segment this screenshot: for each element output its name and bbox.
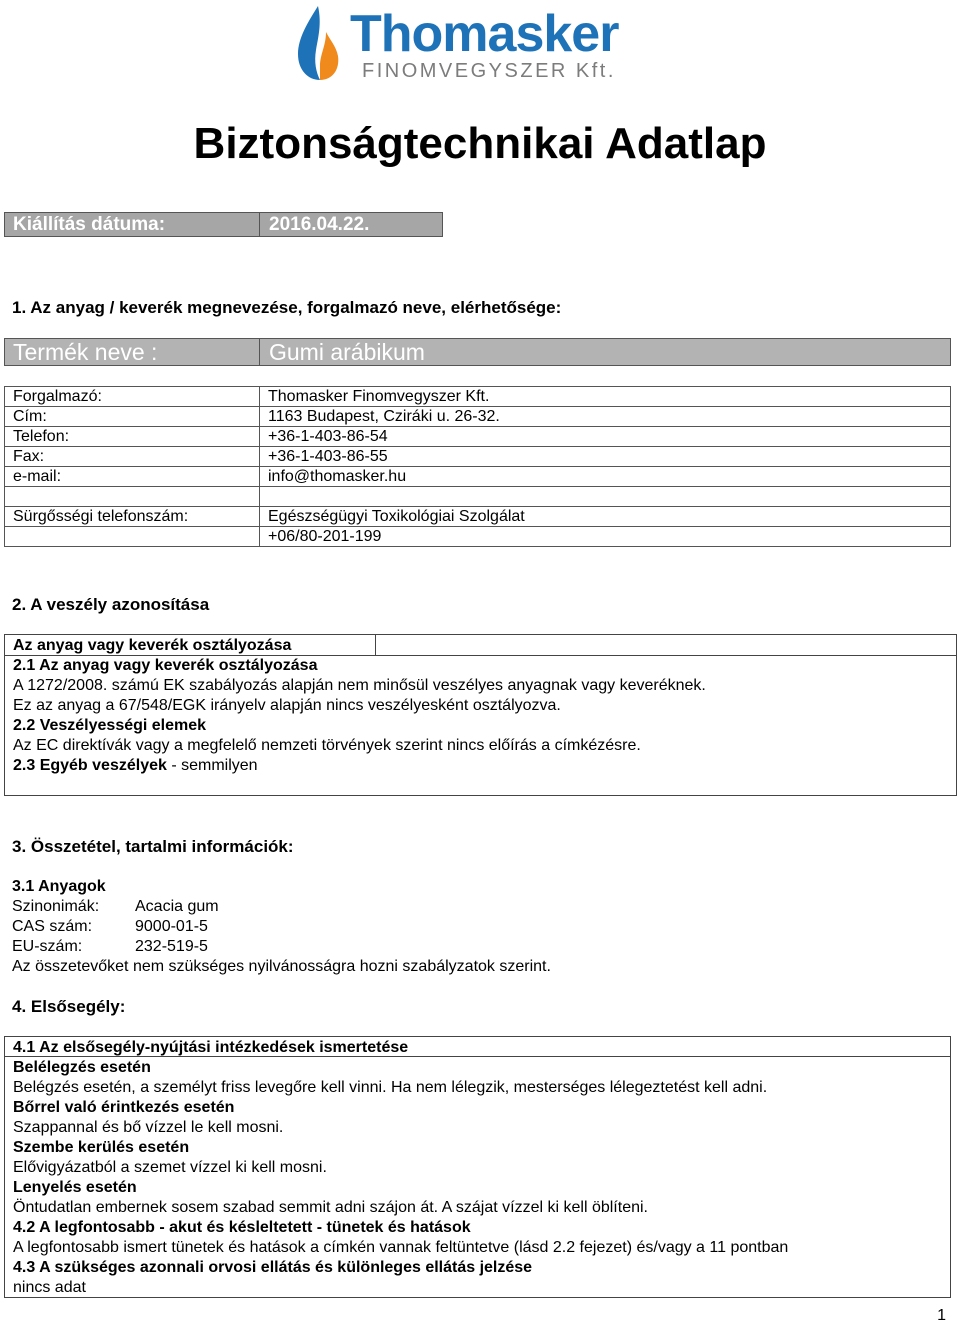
divider	[259, 213, 260, 236]
s31-title: 3.1 Anyagok	[12, 878, 106, 895]
table-row	[5, 527, 951, 547]
row-label: Forgalmazó:	[5, 387, 260, 407]
eye-contact-title: Szembe kerülés esetén	[13, 1139, 190, 1156]
cas-label: CAS szám:	[12, 918, 93, 935]
row-label	[5, 487, 260, 507]
product-name-value: Gumi arábikum	[269, 339, 425, 365]
ingestion-text: Öntudatlan embernek sosem szabad semmit adni szájon át. A szájat vízzel ki kell öblíteni.	[13, 1199, 648, 1216]
row-label: Fax:	[5, 447, 260, 467]
hazard-classification-box	[4, 634, 957, 796]
row-label: e-mail:	[5, 467, 260, 487]
row-value: 1163 Budapest, Cziráki u. 26-32.	[260, 407, 951, 427]
s43-text: nincs adat	[13, 1279, 86, 1296]
eu-number-label: EU-szám:	[12, 938, 83, 955]
row-value	[260, 487, 951, 507]
row-label: Cím:	[5, 407, 260, 427]
issue-date-value: 2016.04.22.	[269, 214, 370, 235]
s21-line-2: Ez az anyag a 67/548/EGK irányelv alapján nincs veszélyesként osztályozva.	[13, 697, 561, 714]
company-logo	[290, 2, 670, 84]
eye-contact-text: Elővigyázatból a szemet vízzel ki kell mosni.	[13, 1159, 327, 1176]
classification-box-title: Az anyag vagy keverék osztályozása	[13, 637, 292, 654]
inhalation-text: Belégzés esetén, a személyt friss levegőre kell vinni. Ha nem lélegzik, mesterséges lélegeztetést kell adni.	[13, 1079, 768, 1096]
logo-subtitle: FINOMVEGYSZER Kft.	[362, 60, 616, 82]
section-2-heading: 2. A veszély azonosítása	[12, 595, 210, 614]
s23-rest: - semmilyen	[166, 757, 258, 774]
row-label: Sürgősségi telefonszám:	[5, 507, 260, 527]
product-name-label: Termék neve :	[13, 339, 158, 365]
table-row	[5, 407, 951, 427]
s21-line-1: A 1272/2008. számú EK szabályozás alapján nem minősül veszélyes anyagnak vagy keveréknek.	[13, 677, 706, 694]
ingestion-title: Lenyelés esetén	[13, 1179, 137, 1196]
row-value: +36-1-403-86-54	[260, 427, 951, 447]
row-value: +36-1-403-86-55	[260, 447, 951, 467]
supplier-contact-table	[4, 386, 951, 547]
row-value: info@thomasker.hu	[260, 467, 951, 487]
flame-drop-icon	[290, 2, 346, 84]
product-name-box	[4, 338, 951, 366]
s42-text: A legfontosabb ismert tünetek és hatások a címkén vannak feltüntetve (lásd 2.2 fejezet) és/vagy a 11 pontban	[13, 1239, 789, 1256]
table-row	[5, 387, 951, 407]
table-row	[5, 427, 951, 447]
document-title: Biztonságtechnikai Adatlap	[193, 119, 767, 168]
skin-contact-text: Szappannal és bő vízzel le kell mosni.	[13, 1119, 284, 1136]
section-3-heading: 3. Összetétel, tartalmi információk:	[12, 837, 294, 856]
s43-title: 4.3 A szükséges azonnali orvosi ellátás és különleges ellátás jelzése	[13, 1259, 533, 1276]
row-value: Thomasker Finomvegyszer Kft.	[260, 387, 951, 407]
logo-wordmark: Thomasker	[350, 5, 619, 63]
s23-line	[13, 756, 258, 776]
skin-contact-title: Bőrrel való érintkezés esetén	[13, 1099, 235, 1116]
row-label	[5, 527, 260, 547]
page-number: 1	[937, 1307, 946, 1324]
row-label: Telefon:	[5, 427, 260, 447]
row-value: +06/80-201-199	[260, 527, 951, 547]
s22-title: 2.2 Veszélyességi elemek	[13, 717, 207, 734]
row-value: Egészségügyi Toxikológiai Szolgálat	[260, 507, 951, 527]
s22-line: Az EC direktívák vagy a megfelelő nemzeti törvények szerint nincs előírás a címkézésre.	[13, 737, 641, 754]
section-1-heading: 1. Az anyag / keverék megnevezése, forgalmazó neve, elérhetősége:	[12, 298, 562, 317]
issue-date-label: Kiállítás dátuma:	[13, 214, 166, 235]
cas-value: 9000-01-5	[135, 918, 208, 935]
table-row	[5, 507, 951, 527]
s41-title: 4.1 Az elsősegély-nyújtási intézkedések ismertetése	[13, 1039, 409, 1056]
synonym-value: Acacia gum	[135, 898, 219, 915]
issue-date-box	[4, 212, 443, 237]
synonym-label: Szinonimák:	[12, 898, 100, 915]
table-row	[5, 487, 951, 507]
table-row	[5, 467, 951, 487]
s23-title: 2.3 Egyéb veszélyek	[13, 757, 167, 774]
table-row	[5, 447, 951, 467]
inhalation-title: Belélegzés esetén	[13, 1059, 151, 1076]
disclosure-note: Az összetevőket nem szükséges nyilvánosságra hozni szabályzatok szerint.	[12, 958, 551, 975]
box-header-cell	[375, 635, 956, 656]
s42-title: 4.2 A legfontosabb - akut és késleltetett - tünetek és hatások	[13, 1219, 471, 1236]
eu-number-value: 232-519-5	[135, 938, 208, 955]
first-aid-box	[4, 1036, 951, 1298]
divider	[259, 339, 260, 365]
section-4-heading: 4. Elsősegély:	[12, 997, 126, 1016]
s21-title: 2.1 Az anyag vagy keverék osztályozása	[13, 657, 318, 674]
